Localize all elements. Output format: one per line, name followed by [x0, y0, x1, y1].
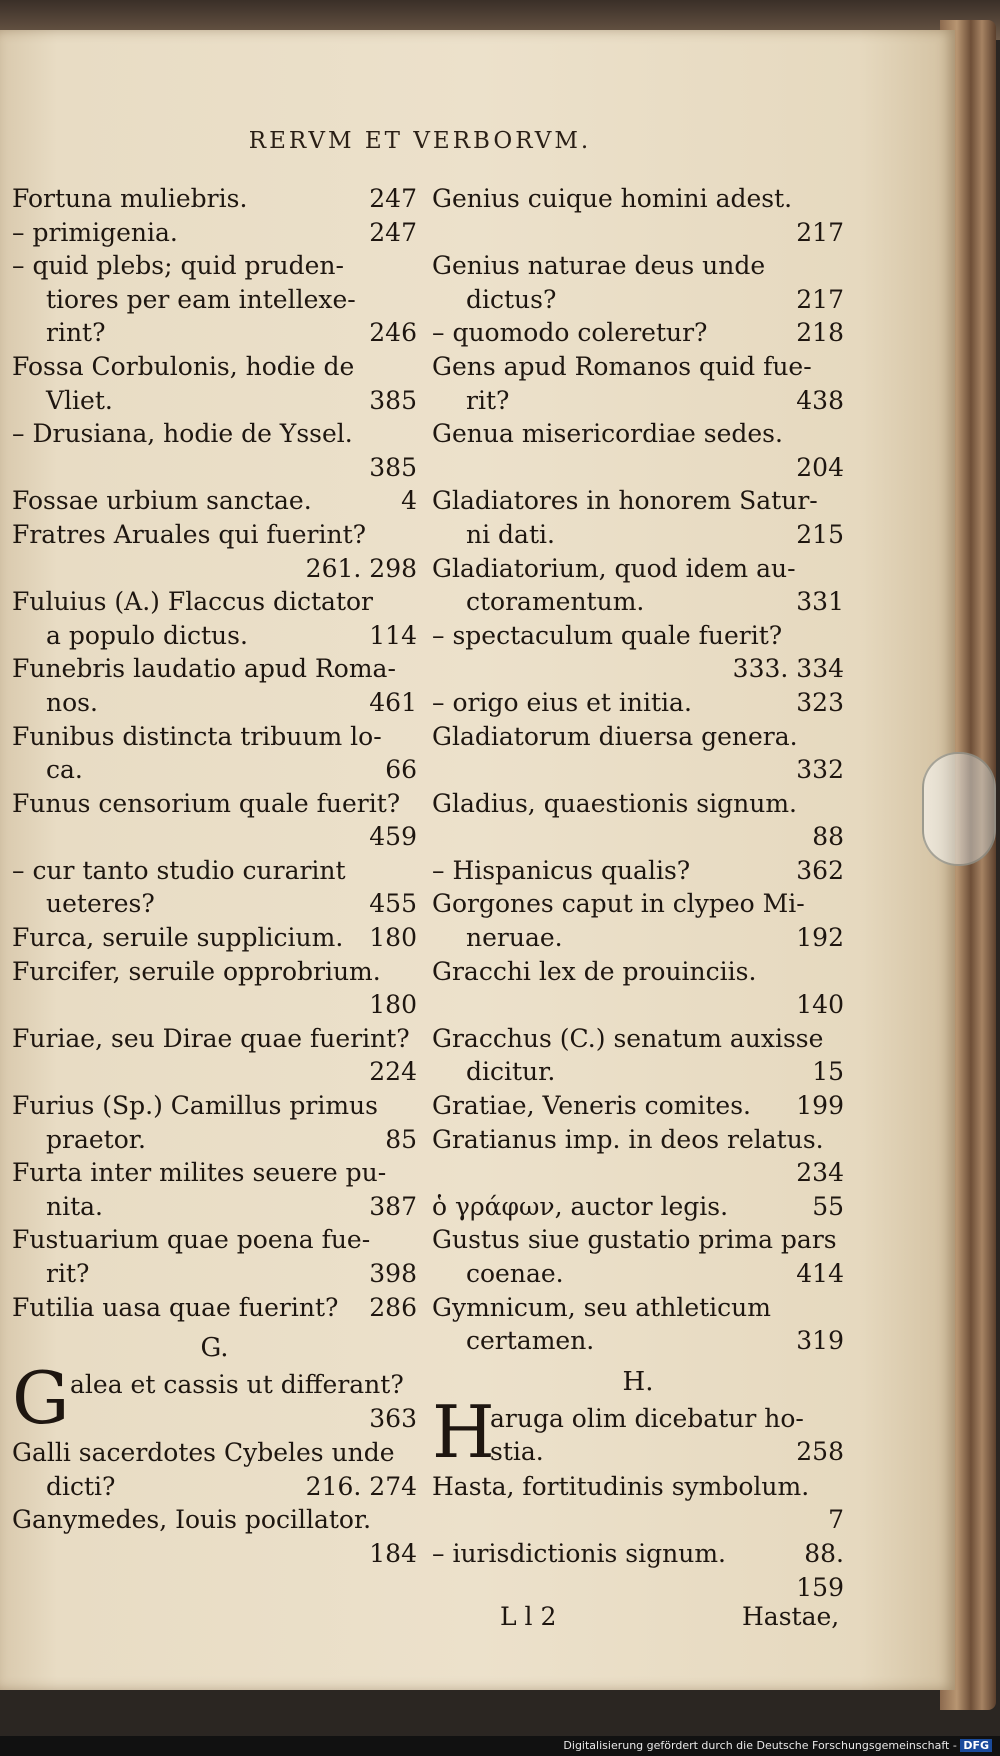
- page-number: 331: [796, 587, 844, 617]
- index-entry: [432, 1537, 844, 1571]
- index-entry: [432, 720, 844, 787]
- index-entry: [12, 1291, 417, 1325]
- entry-continuation: [432, 921, 844, 955]
- page-number: 180: [369, 990, 417, 1020]
- page-number: 234: [796, 1158, 844, 1188]
- index-entry: [432, 417, 844, 484]
- entry-line: [432, 955, 844, 989]
- page-number: 398: [369, 1259, 417, 1288]
- page-number: 215: [796, 519, 844, 549]
- entry-text: Funibus distincta tribuum lo-: [12, 721, 382, 751]
- index-entry: [12, 921, 417, 955]
- entry-continuation: [432, 283, 844, 317]
- entry-text: Fratres Aruales qui fuerint?: [12, 519, 367, 549]
- index-entry: [12, 417, 417, 484]
- index-entry: [432, 1291, 844, 1358]
- entry-text: – quid plebs; quid pruden-: [12, 251, 344, 281]
- running-head: RERVM ET VERBORVM.: [248, 128, 592, 154]
- entry-line: [432, 1123, 844, 1157]
- entry-text: aruga olim dicebatur ho-: [490, 1403, 804, 1433]
- entry-line: [432, 552, 844, 586]
- entry-text: Furcifer, seruile opprobrium.: [12, 956, 381, 986]
- index-entry-dropcap: [432, 1389, 844, 1474]
- entry-text: ὁ γράφων, auctor legis.: [432, 1191, 729, 1221]
- entry-line: [432, 484, 844, 518]
- page-number: 140: [796, 990, 844, 1020]
- entry-line: [12, 921, 417, 955]
- page-number: 414: [796, 1259, 844, 1288]
- entry-continuation: [432, 518, 844, 552]
- index-entry: [12, 955, 417, 1022]
- entry-continuation-text: neruae.: [466, 923, 563, 953]
- index-entry: [12, 854, 417, 921]
- entry-continuation: [432, 1257, 844, 1291]
- page-number: 461: [369, 687, 417, 717]
- index-column-right: [432, 182, 844, 1604]
- entry-line: [12, 417, 417, 451]
- entry-text: Genius naturae deus unde: [432, 251, 766, 281]
- page-number: 362: [796, 855, 844, 885]
- page-number: 286: [369, 1292, 417, 1322]
- entry-continuation-text: dictus?: [466, 284, 557, 314]
- entry-text: Gens apud Romanos quid fue-: [432, 351, 812, 381]
- entry-continuation: [490, 1435, 844, 1469]
- index-entry: [432, 1223, 844, 1290]
- index-entry: [12, 216, 417, 250]
- entry-line: [432, 619, 844, 653]
- page-number: 55: [812, 1191, 844, 1221]
- entry-continuation-text: tiores per eam intellexe-: [46, 284, 356, 314]
- entry-text: Fossae urbium sanctae.: [12, 486, 312, 516]
- index-entry: [12, 518, 417, 585]
- entry-text: Gymnicum, seu athleticum: [432, 1292, 771, 1322]
- index-entry: [12, 1503, 417, 1570]
- entry-continuation-text: dicti?: [46, 1471, 116, 1501]
- index-column-left: [12, 182, 417, 1571]
- entry-continuation-text: a populo dictus.: [46, 620, 248, 650]
- entry-text: – spectaculum quale fuerit?: [432, 620, 783, 650]
- page-number: 247: [369, 217, 417, 247]
- index-entry: [12, 1436, 417, 1503]
- entry-text: – Hispanicus qualis?: [432, 855, 691, 885]
- entry-line: [12, 1291, 417, 1325]
- entry-continuation-text: rit?: [466, 385, 510, 415]
- entry-line: [12, 1503, 417, 1537]
- index-entry: [432, 316, 844, 350]
- entry-continuation: [432, 384, 844, 418]
- page-number: 88.: [804, 1538, 844, 1568]
- index-entry: [432, 887, 844, 954]
- entry-line: [12, 1223, 417, 1257]
- entry-text: Gladiatores in honorem Satur-: [432, 486, 818, 516]
- index-entry: [432, 619, 844, 686]
- entry-continuation: [12, 619, 417, 653]
- entry-continuation: [12, 1123, 417, 1157]
- entry-line: [432, 1190, 844, 1224]
- index-entry: [12, 484, 417, 518]
- entry-text: Furiae, seu Dirae quae fuerint?: [12, 1023, 410, 1053]
- index-entry: [432, 1089, 844, 1123]
- page-number: 385: [369, 385, 417, 415]
- entry-continuation-text: stia.: [490, 1437, 544, 1467]
- entry-line: [12, 249, 417, 283]
- page-number: 387: [369, 1191, 417, 1221]
- index-entry: [12, 1089, 417, 1156]
- entry-line: [432, 1537, 844, 1571]
- page-number: 246: [369, 318, 417, 348]
- entry-line: [12, 1156, 417, 1190]
- entry-text: Furta inter milites seuere pu-: [12, 1158, 387, 1188]
- entry-text: Ganymedes, Iouis pocillator.: [12, 1505, 372, 1535]
- entry-line: [432, 686, 844, 720]
- index-entry: [432, 854, 844, 888]
- page-number: 4: [401, 486, 417, 516]
- entry-continuation-text: coenae.: [466, 1259, 564, 1288]
- page-number: 218: [796, 318, 844, 348]
- entry-line: [432, 787, 844, 821]
- page-number: 159: [796, 1572, 844, 1602]
- index-entry: [12, 720, 417, 787]
- page-number: 88: [812, 822, 844, 852]
- index-entry: [432, 686, 844, 720]
- entry-line: [12, 484, 417, 518]
- page-number: 224: [369, 1057, 417, 1087]
- entry-text: Gracchus (C.) senatum auxisse: [432, 1023, 824, 1053]
- entry-continuation: [12, 384, 417, 418]
- index-entry: [12, 652, 417, 719]
- entry-continuation: [12, 283, 417, 317]
- entry-text: – cur tanto studio curarint: [12, 855, 346, 885]
- page-number: 319: [796, 1326, 844, 1356]
- entry-text: Gladius, quaestionis signum.: [432, 788, 797, 818]
- page-number: 15: [812, 1057, 844, 1087]
- entry-line: [432, 720, 844, 754]
- entry-text: Funus censorium quale fuerit?: [12, 788, 401, 818]
- entry-continuation-text: praetor.: [46, 1124, 146, 1154]
- entry-line: [432, 316, 844, 350]
- entry-line: [490, 1402, 844, 1436]
- entry-line: [12, 720, 417, 754]
- entry-text: alea et cassis ut differant?: [70, 1370, 404, 1400]
- index-entry: [432, 1123, 844, 1190]
- page-number: 7: [828, 1505, 844, 1535]
- section-letter-h: H.: [622, 1366, 654, 1397]
- page-number: 363: [369, 1403, 417, 1433]
- page-number: 385: [369, 452, 417, 482]
- entry-continuation-text: ctoramentum.: [466, 587, 645, 617]
- entry-line: [12, 182, 417, 216]
- entry-continuation: [12, 1190, 417, 1224]
- entry-text: Fortuna muliebris.: [12, 184, 248, 213]
- entry-continuation-text: nita.: [46, 1191, 103, 1221]
- entry-line: [432, 1223, 844, 1257]
- entry-line: [12, 518, 417, 552]
- entry-line: [432, 1022, 844, 1056]
- page-number: 180: [369, 923, 417, 953]
- page-number: 258: [796, 1437, 844, 1467]
- entry-text: Gratiae, Veneris comites.: [432, 1091, 752, 1121]
- entry-text: Genius cuique homini adest.: [432, 184, 793, 213]
- index-entry: [432, 955, 844, 1022]
- page-number: 192: [796, 923, 844, 953]
- page-number: 217: [796, 217, 844, 247]
- page-footer: [0, 1602, 955, 1638]
- entry-line: [432, 350, 844, 384]
- entry-text: – iurisdictionis signum.: [432, 1538, 726, 1568]
- page-clip: [922, 752, 996, 866]
- section-letter-g: G.: [200, 1333, 229, 1364]
- entry-continuation-text: ueteres?: [46, 889, 155, 919]
- entry-line: [70, 1368, 417, 1402]
- entry-continuation: [432, 585, 844, 619]
- entry-text: Futilia uasa quae fuerint?: [12, 1292, 339, 1322]
- entry-text: Funebris laudatio apud Roma-: [12, 654, 396, 684]
- entry-text: Fuluius (A.) Flaccus dictator: [12, 587, 373, 617]
- entry-line: [12, 1436, 417, 1470]
- drop-capital: H: [432, 1389, 495, 1474]
- entry-line: [432, 1089, 844, 1123]
- page-number: 455: [369, 889, 417, 919]
- index-entry: [432, 787, 844, 854]
- page-number: 323: [796, 687, 844, 717]
- entry-line: [12, 350, 417, 384]
- entry-line: [12, 1022, 417, 1056]
- index-entry: [432, 182, 844, 249]
- page-number: 438: [796, 385, 844, 415]
- page-number: 333. 334: [732, 654, 844, 684]
- entry-text: Gracchi lex de prouinciis.: [432, 956, 757, 986]
- page-number: 66: [385, 755, 417, 785]
- entry-continuation-text: nos.: [46, 687, 98, 717]
- index-entry: [432, 249, 844, 316]
- entry-continuation-text: Vliet.: [46, 385, 113, 415]
- page-number: 459: [369, 822, 417, 852]
- digitization-credit: [0, 1736, 1000, 1756]
- entry-line: [432, 182, 844, 216]
- entry-text: Gladiatorum diuersa genera.: [432, 721, 798, 751]
- page-number: 247: [369, 184, 417, 213]
- index-entry: [12, 1022, 417, 1089]
- entry-line: [432, 854, 844, 888]
- catchword: Hastae,: [742, 1602, 840, 1631]
- page-number: 184: [369, 1538, 417, 1568]
- entry-text: Gratianus imp. in deos relatus.: [432, 1124, 824, 1154]
- entry-text: Gustus siue gustatio prima pars: [432, 1225, 837, 1255]
- entry-text: Genua misericordiae sedes.: [432, 419, 783, 449]
- entry-line: [12, 1089, 417, 1123]
- index-entry: [12, 249, 417, 350]
- entry-text: – Drusiana, hodie de Yssel.: [12, 419, 353, 449]
- entry-continuation-text: ca.: [46, 755, 83, 785]
- index-entry: [432, 1571, 844, 1605]
- entry-continuation: [12, 887, 417, 921]
- index-entry: [12, 1223, 417, 1290]
- entry-text: Hasta, fortitudinis symbolum.: [432, 1471, 810, 1501]
- dfg-logo: DFG: [960, 1739, 992, 1752]
- entry-text: – quomodo coleretur?: [432, 318, 708, 348]
- page-number: 216. 274: [305, 1471, 417, 1501]
- entry-line: [432, 249, 844, 283]
- entry-continuation: [432, 1055, 844, 1089]
- entry-continuation: [12, 686, 417, 720]
- page-number: 199: [796, 1091, 844, 1121]
- drop-capital: G: [12, 1356, 70, 1441]
- index-entry: [432, 1470, 844, 1537]
- entry-text: Gladiatorium, quod idem au-: [432, 553, 796, 583]
- entry-continuation: [12, 753, 417, 787]
- entry-line: [12, 854, 417, 888]
- entry-text: Fustuarium quae poena fue-: [12, 1225, 371, 1255]
- page-number: 204: [796, 452, 844, 482]
- entry-continuation-text: rint?: [46, 318, 106, 348]
- entry-text: – origo eius et initia.: [432, 687, 692, 717]
- entry-continuation-text: dicitur.: [466, 1057, 556, 1087]
- page-number: 261. 298: [305, 553, 417, 583]
- entry-line: [432, 1291, 844, 1325]
- signature-mark: L l 2: [500, 1602, 557, 1631]
- entry-text: Gorgones caput in clypeo Mi-: [432, 889, 805, 919]
- index-entry: [12, 1156, 417, 1223]
- entry-text: – primigenia.: [12, 217, 178, 247]
- entry-line: [432, 1470, 844, 1504]
- entry-text: Furius (Sp.) Camillus primus: [12, 1091, 378, 1121]
- index-entry: [12, 585, 417, 652]
- entry-continuation: [12, 1257, 417, 1291]
- index-entry-dropcap: [12, 1356, 417, 1441]
- index-entry: [432, 552, 844, 619]
- entry-continuation-text: ni dati.: [466, 519, 555, 549]
- entry-text: Galli sacerdotes Cybeles unde: [12, 1438, 395, 1468]
- credit-text: Digitalisierung gefördert durch die Deutsche Forschungsgemeinschaft -: [563, 1739, 957, 1752]
- index-entry: [432, 1190, 844, 1224]
- entry-continuation: [12, 316, 417, 350]
- entry-line: [12, 787, 417, 821]
- entry-text: Fossa Corbulonis, hodie de: [12, 351, 355, 381]
- entry-line: [12, 652, 417, 686]
- entry-continuation: [12, 1470, 417, 1504]
- entry-line: [12, 955, 417, 989]
- page-number: 332: [796, 755, 844, 785]
- entry-line: [432, 887, 844, 921]
- page-number: 114: [369, 620, 417, 650]
- entry-line: [12, 216, 417, 250]
- index-entry: [12, 787, 417, 854]
- entry-line: [432, 417, 844, 451]
- entry-continuation: [432, 1324, 844, 1358]
- entry-continuation-text: certamen.: [466, 1326, 595, 1356]
- index-entry: [432, 1022, 844, 1089]
- entry-continuation-text: rit?: [46, 1259, 90, 1288]
- index-entry: [432, 484, 844, 551]
- index-entry: [432, 350, 844, 417]
- index-entry: [12, 350, 417, 417]
- index-entry: [12, 182, 417, 216]
- entry-line: [12, 585, 417, 619]
- entry-text: Furca, seruile supplicium.: [12, 923, 344, 953]
- page-number: 85: [385, 1124, 417, 1154]
- page-number: 217: [796, 284, 844, 314]
